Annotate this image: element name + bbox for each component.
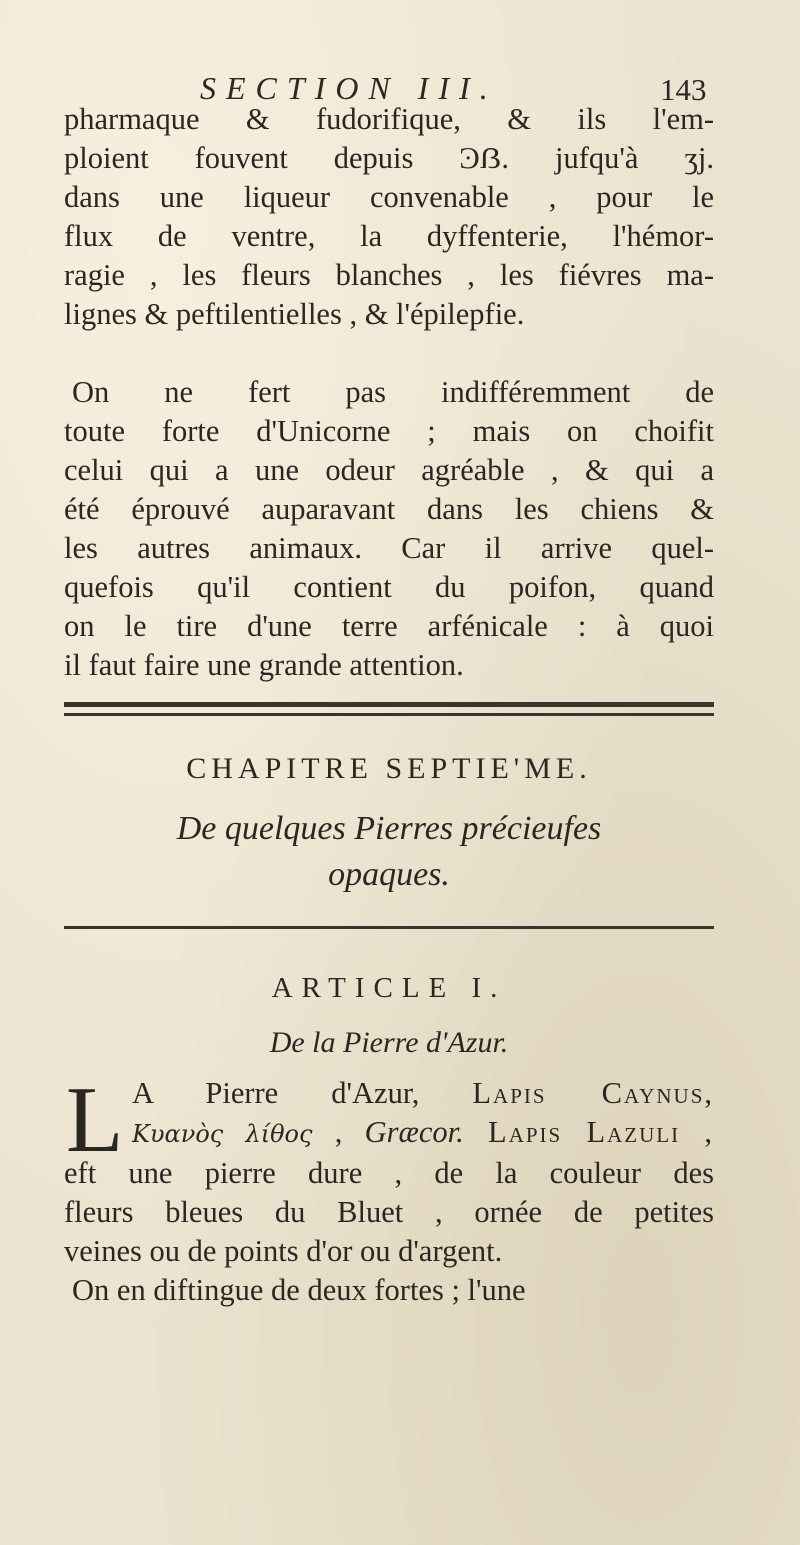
text-line: été éprouvé auparavant dans les chiens & [64,492,714,526]
drop-cap: L [66,1068,124,1172]
greek-name: Κυανὸς λίθος [132,1120,313,1148]
text-line [64,1113,714,1154]
paragraph-lapis [64,1068,715,1310]
article-heading: ARTICLE I. [271,972,507,1004]
text-line: eft une pierre dure , de la couleur des [64,1156,714,1190]
running-head: SECTION III. [200,70,498,106]
text-line: flux de ventre, la dyffenterie, l'hémor- [64,219,714,253]
text-line: dans une liqueur convenable , pour le [64,180,714,214]
text-line: toute forte d'Unicorne ; mais on choifit [64,414,714,448]
greek-attribution: Græcor. [364,1115,464,1149]
chapter-subtitle [64,806,714,898]
text-line: on le tire d'une terre arfénicale : à quoi [64,609,714,643]
page-number: 143 [660,72,707,107]
article-subtitle: De la Pierre d'Azur. [269,1026,509,1059]
text-line: il faut faire une grande attention. [64,648,464,682]
latin-name: Lapis Caynus, [472,1076,714,1110]
ornamental-rule-thick [64,702,714,711]
ornamental-rule-thin [64,713,714,716]
text-line: On ne fert pas indifféremment de [72,375,714,409]
text-span: A Pierre d'Azur, [132,1076,473,1110]
text-line [64,1074,714,1113]
text-line: celui qui a une odeur agréable , & qui a [64,453,714,487]
chapter-subtitle-line: De quelques Pierres précieufes [176,810,602,847]
chapter-subtitle-line: opaques. [328,856,450,893]
paragraph-continuation [64,100,714,334]
text-line: les autres animaux. Car il arrive quel- [64,531,714,565]
section-divider [64,926,714,929]
chapter-title: CHAPITRE SEPTIE'ME. [186,752,592,785]
text-line: lignes & peftilentielles , & l'épilepfie. [64,297,525,331]
paragraph-unicorn [64,373,714,685]
text-span: , [312,1115,365,1149]
text-line: quefois qu'il contient du poifon, quand [64,570,714,604]
text-line: fleurs bleues du Bluet , ornée de petites [64,1195,714,1229]
text-line: pharmaque & fudorifique, & ils l'em- [64,102,714,136]
text-line: ploient fouvent depuis Ͽẞ. jufqu'à ʒj. [64,141,714,175]
text-line: ragie , les fleurs blanches , les fiévres ma- [64,258,714,292]
latin-name: Lapis Lazuli , [463,1115,715,1149]
text-line: veines ou de points d'or ou d'argent. [64,1234,503,1268]
text-line: On en diftingue de deux fortes ; l'une [72,1273,526,1307]
